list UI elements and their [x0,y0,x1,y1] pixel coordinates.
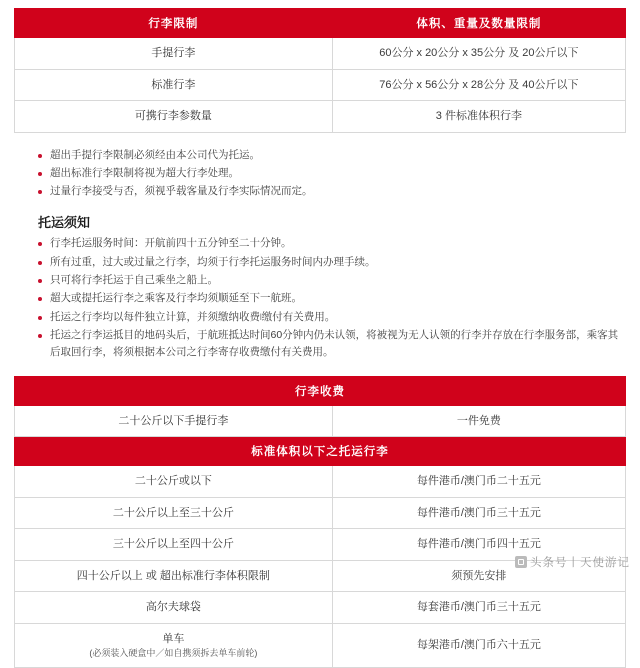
toutiao-icon [515,556,527,568]
header-size-weight-limit: 体积、重量及数量限制 [332,9,625,38]
note-item: 只可将行李托运于自己乘坐之船上。 [38,272,620,289]
notes-list-shipping [38,235,620,361]
fee-section-title-row [15,376,626,405]
fee-row-label-free: 二十公斤以下手提行李 [15,405,333,437]
baggage-fee-table [14,376,626,668]
note-item: 托运之行李均以每件独立计算，并须缴纳收费৷缴付有关费用。 [38,309,620,326]
fee-row-value: 每件港币/澳门币四十五元 [332,529,625,561]
table-row [15,623,626,667]
baggage-limits-section [0,0,640,133]
fee-row-value-free: 一件免费 [332,405,625,437]
fee-row-sublabel: (必须装入硬盒中／如自携须拆去单车前轮) [89,648,258,659]
note-item: 行李托运服务时间：开航前四十五分钟至二十分钟。 [38,235,620,252]
row-label-baggage-count: 可携行李参数量 [15,101,333,133]
row-label-hand-baggage: 手提行李 [15,38,333,70]
table-row [15,592,626,624]
fee-row-value: 每件港币/澳门币三十五元 [332,497,625,529]
fee-row-value: 须预先安排 [332,560,625,592]
fee-row-label: 二十公斤以上至三十公斤 [15,497,333,529]
table-row [15,38,626,70]
notes-section [20,147,620,362]
fee-row-label: 四十公斤以上 或 超出标准行李体积限制 [15,560,333,592]
row-value-baggage-count: 3 件标准体积行李 [332,101,625,133]
row-value-hand-baggage: 60公分 x 20公分 x 35公分 及 20公斤以下 [332,38,625,70]
fee-row-label: 三十公斤以上至四十公斤 [15,529,333,561]
note-item: 超出标准行李限制将视为超大行李处理。 [38,165,620,182]
fee-row-label: 二十公斤或以下 [15,466,333,498]
notes-title: 托运须知 [38,215,91,231]
baggage-fee-section [0,376,640,668]
watermark-text: 头条号丨天使游记 [530,557,630,569]
fee-row-label: 高尔夫球袋 [15,592,333,624]
fee-subheader-title: 标准体积以下之托运行李 [15,437,626,466]
note-item: 超大或提托运行李之乘客及行李均须顺延至下一航班。 [38,290,620,307]
table-row [15,101,626,133]
header-baggage-limit: 行李限制 [15,9,333,38]
row-value-standard-baggage: 76公分 x 56公分 x 28公分 及 40公斤以下 [332,69,625,101]
table-row [15,405,626,437]
note-item: 所有过重，过大或过量之行李，均须于行李托运服务时间内办理手续。 [38,254,620,271]
table-header-row [15,9,626,38]
table-row [15,466,626,498]
fee-section-title: 行李收费 [15,376,626,405]
fee-row-value: 每件港币/澳门币二十五元 [332,466,625,498]
baggage-limits-table [14,8,626,133]
table-row [15,69,626,101]
note-item: 过量行李接受与否，须视乎载客量及行李实际情况而定。 [38,183,620,200]
fee-row-label: 单车 [162,632,185,645]
fee-row-value: 每架港币/澳门币六十五元 [332,623,625,667]
note-item: 超出手提行李限制必须经由本公司代为托运。 [38,147,620,164]
row-label-standard-baggage: 标准行李 [15,69,333,101]
watermark [515,554,630,570]
note-item: 托运之行李运抵目的地码头后，于航班抵达时间60分钟内仍未认领，将被视为无人认领的行李并存放在行李服务部，乘客其后取回行李，将须根据本公司之行李寄存收费缴付有关费用。 [38,327,620,362]
fee-subheader-row [15,437,626,466]
table-row [15,497,626,529]
fee-row-value: 每套港币/澳门币三十五元 [332,592,625,624]
